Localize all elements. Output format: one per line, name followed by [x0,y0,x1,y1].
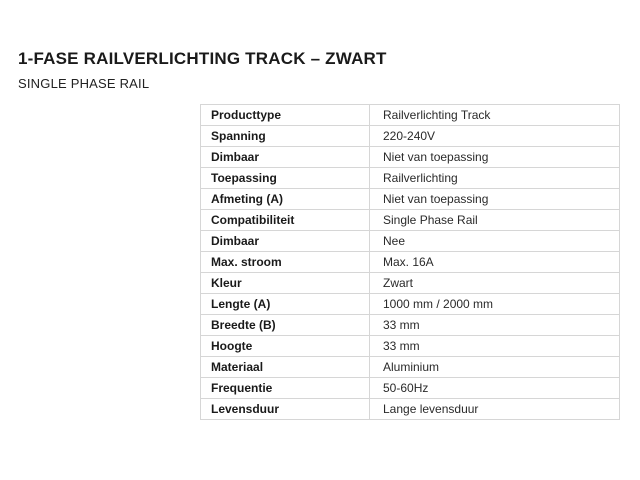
spec-label: Materiaal [201,357,370,378]
spec-table [200,104,620,420]
spec-label: Spanning [201,126,370,147]
spec-label: Max. stroom [201,252,370,273]
spec-label: Afmeting (A) [201,189,370,210]
spec-label: Producttype [201,105,370,126]
spec-label: Compatibiliteit [201,210,370,231]
spec-value: Railverlichting [370,168,620,189]
spec-row [201,399,620,420]
spec-value: Lange levensduur [370,399,620,420]
spec-value: Niet van toepassing [370,147,620,168]
spec-value: Nee [370,231,620,252]
page-subtitle: SINGLE PHASE RAIL [18,76,150,91]
spec-value: 33 mm [370,315,620,336]
spec-value: Single Phase Rail [370,210,620,231]
spec-label: Kleur [201,273,370,294]
spec-row [201,210,620,231]
spec-value: 33 mm [370,336,620,357]
spec-label: Breedte (B) [201,315,370,336]
spec-row [201,168,620,189]
spec-value: 50-60Hz [370,378,620,399]
spec-row [201,357,620,378]
spec-label: Hoogte [201,336,370,357]
spec-label: Dimbaar [201,231,370,252]
spec-label: Dimbaar [201,147,370,168]
spec-row [201,336,620,357]
spec-row [201,189,620,210]
spec-row [201,252,620,273]
spec-value: 220-240V [370,126,620,147]
spec-value: 1000 mm / 2000 mm [370,294,620,315]
spec-row [201,378,620,399]
spec-label: Lengte (A) [201,294,370,315]
spec-label: Frequentie [201,378,370,399]
spec-row [201,273,620,294]
spec-row [201,126,620,147]
spec-value: Max. 16A [370,252,620,273]
spec-label: Toepassing [201,168,370,189]
spec-row [201,105,620,126]
page-title: 1-FASE RAILVERLICHTING TRACK – ZWART [18,49,387,68]
spec-value: Railverlichting Track [370,105,620,126]
spec-row [201,147,620,168]
spec-value: Zwart [370,273,620,294]
spec-row [201,231,620,252]
spec-row [201,294,620,315]
spec-label: Levensduur [201,399,370,420]
spec-value: Aluminium [370,357,620,378]
spec-value: Niet van toepassing [370,189,620,210]
spec-row [201,315,620,336]
